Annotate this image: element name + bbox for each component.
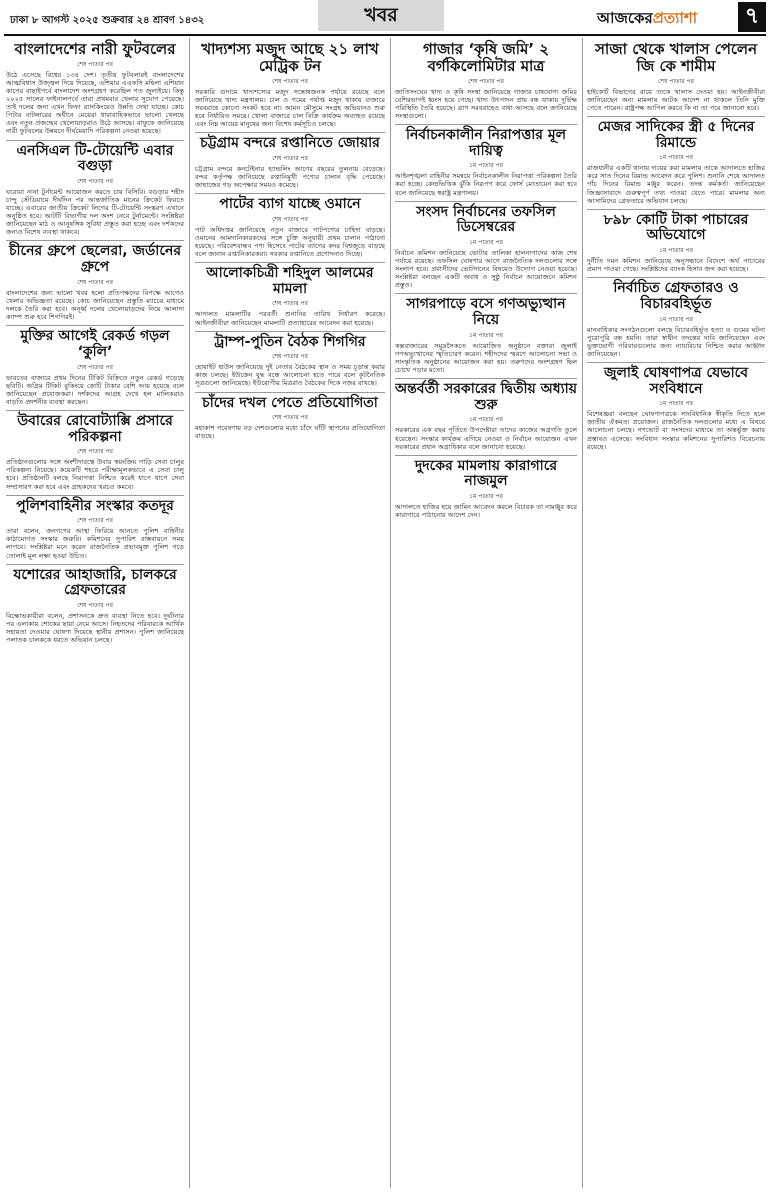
article-body: মানবাধিকার সংগঠনগুলো বলছে বিচারবহির্ভূত হত্যা ও গুমের ঘটনা পুরোপুরি বন্ধ হয়নি। তারা স্বাধীন তদন্তের দাবি জানিয়েছেন এবং ভুক্তভোগী পরিবারগুলোর জন্য ন্যায়বিচার নিশ্চিত করার আহ্বান জানিয়েছেন।	[587, 325, 765, 358]
article	[6, 140, 184, 237]
article	[395, 124, 577, 197]
article-divider	[6, 564, 184, 565]
article-divider	[195, 132, 385, 133]
article-headline: চট্টগ্রাম বন্দরে রপ্তানিতে জোয়ার	[200, 135, 380, 152]
article-headline: যশোরের আহাজারি, চালকরে গ্রেফতারের	[13, 566, 177, 599]
article-body: নির্বাচন কমিশন জানিয়েছে ভোটার তালিকা হালনাগাদের কাজ শেষ পর্যায়ে রয়েছে। তফসিল ঘোষণার আগে রাজনৈতিক দলগুলোর সঙ্গে সংলাপ হবে। প্রবাসীদের ভোটদানের বিষয়েও উদ্যোগ নেওয়া হয়েছে। সংশ্লিষ্টরা বলছেন একটি অবাধ ও সুষ্ঠু নির্বাচন আয়োজনে কমিশন প্রস্তুত।	[395, 248, 577, 290]
article	[395, 378, 577, 451]
article-body: চট্টগ্রাম বন্দরে কনটেইনার হ্যান্ডলিং আগের বছরের তুলনায় বেড়েছে। বন্দর কর্তৃপক্ষ জানিয়েছে রপ্তানিমুখী পণ্যের চালান বৃদ্ধি পেয়েছে। জাহাজের গড় অপেক্ষার সময়ও কমেছে।	[195, 164, 385, 189]
column-divider	[390, 38, 391, 1188]
article-divider	[6, 140, 184, 141]
logo-text-a: আজকের	[597, 9, 653, 27]
article-divider	[395, 124, 577, 125]
article-divider	[587, 362, 765, 363]
article	[6, 325, 184, 406]
article	[195, 262, 385, 327]
continuation-label: শেষ পাতার পর	[272, 414, 308, 422]
continuation-label: ১ম পাতার পর	[659, 154, 693, 162]
article-body: বিক্ষোভকারীরা বলেন, প্রশাসনকে দ্রুত ব্যবস্থা নিতে হবে। দুর্ঘটনার পর এলাকায় শোকের ছায়া নেমে আসে। নিহতদের পরিবারকে আর্থিক সহায়তা দেওয়ার ঘোষণা দিয়েছে স্থানীয় প্রশাসন। পুলিশ জানিয়েছে পলাতক চালককে ধরতে অভিযান চলছে।	[6, 612, 184, 645]
continuation-label: শেষ পাতার পর	[77, 278, 113, 286]
article	[6, 41, 184, 136]
article-body: কক্সবাজারের সমুদ্রসৈকতে আয়োজিত অনুষ্ঠানে বক্তারা জুলাই গণঅভ্যুত্থানের স্মৃতিচারণ করেন। শহীদদের স্মরণে আলোচনা সভা ও সাংস্কৃতিক অনুষ্ঠানের আয়োজন করা হয়। তরুণদের অংশগ্রহণ ছিল চোখে পড়ার মতো।	[395, 341, 577, 375]
article	[395, 293, 577, 374]
column-divider	[189, 38, 190, 1188]
article-divider	[195, 262, 385, 263]
article-headline: সাজা থেকে খালাস পেলেন জি কে শামীম	[594, 40, 758, 75]
continuation-label: ১ম পাতার পর	[469, 416, 503, 424]
masthead	[0, 0, 770, 34]
article-headline: মেজর সাদিকের স্ত্রী ৫ দিনের রিমান্ডে	[597, 118, 755, 151]
article	[195, 193, 385, 258]
column-divider	[582, 38, 583, 1188]
article-divider	[395, 201, 577, 202]
article-body: আদালতে হাজির হয়ে জামিন আবেদন করলে বিচারক তা নামঞ্জুর করে কারাগারে পাঠানোর আদেশ দেন।	[395, 503, 577, 520]
article	[395, 455, 577, 520]
article-body: রাজধানীর একটি থানায় দায়ের করা মামলায় তাকে আদালতে হাজির করে সাত দিনের রিমান্ড আবেদন করে পুলিশ। শুনানি শেষে আদালত পাঁচ দিনের রিমান্ড মঞ্জুর করেন। তদন্ত কর্মকর্তা জানিয়েছেন জিজ্ঞাসাবাদে গুরুত্বপূর্ণ তথ্য পাওয়া যেতে পারে। মামলার অন্য আসামিদের গ্রেফতারে অভিযান চলছে।	[587, 164, 765, 205]
continuation-label: শেষ পাতার পর	[658, 77, 694, 85]
continuation-label: ১ম পাতার পর	[469, 162, 503, 170]
article-headline: এনসিএল টি-টোয়েন্টি এবার বগুড়া	[16, 142, 174, 175]
logo-text-b: প্রত্যাশা	[652, 9, 698, 27]
article-body: উঠে এসেছে বিশ্বের ১৩৪ দেশ। তৃতীয় ফুটবলারই বাংলাদেশের আত্মবিশ্বাস উজ্জ্বল দিয়ে দিয়েছে, এশিয়ার এএফসি মহিলা এশিয়ান কাপের বাছাইপর্বে বাংলাদেশ অংশগ্রহণ করেছিল গত জুলাইয়ে। কিন্তু ২০২৫ সালের ফাইনালপর্বে তারা প্রথমবার খেলার সুযোগ পেয়েছে। তাই দলের জন্য এখন ফিফা র‍্যাংকিংয়েও উন্নতি দেখা যাচ্ছে। কোচ পিটার বাটলারের অধীনে মেয়েরা ধারাবাহিকভাবে ভালো খেলছে এবং নতুন প্রজন্মের খেলোয়াড়রাও উঠে আসছে। বাফুফে জানিয়েছে নারী ফুটবলের উন্নয়নে দীর্ঘমেয়াদি পরিকল্পনা নেওয়া হয়েছে।	[6, 70, 184, 136]
article	[195, 331, 385, 388]
article	[6, 410, 184, 491]
article-headline: আলোকচিত্রী শহিদুল আলমের মামলা	[206, 265, 374, 297]
article	[6, 495, 184, 560]
page-number: ৭	[738, 2, 766, 32]
column-2	[195, 38, 385, 1188]
article-divider	[587, 116, 765, 117]
continuation-label: শেষ পাতার পর	[77, 60, 113, 68]
article	[587, 362, 765, 451]
article-headline: অন্তর্বর্তী সরকারের দ্বিতীয় অধ্যায় শুরু	[395, 381, 577, 413]
continuation-label: ১ম পাতার পর	[469, 238, 503, 246]
continuation-label: শেষ পাতার পর	[77, 177, 113, 185]
article-divider	[195, 331, 385, 332]
continuation-label: শেষ পাতার পর	[77, 363, 113, 371]
article-headline: সাগরপাড়ে বসে গণঅভ্যুত্থান নিয়ে	[406, 296, 566, 329]
article	[195, 41, 385, 128]
article-headline: নির্বাচনকালীন নিরাপত্তার মূল দায়িত্ব	[405, 126, 567, 159]
article-divider	[587, 277, 765, 278]
article	[395, 201, 577, 290]
article-headline: ৮৯৮ কোটি টাকা পাচারের অভিযোগে	[603, 211, 749, 244]
article-body: জাতিসংঘের খাদ্য ও কৃষি সংস্থা জানিয়েছে গাজার চাষযোগ্য জমির বেশিরভাগই ধ্বংস হয়ে গেছে। খাদ্য উৎপাদন প্রায় বন্ধ থাকায় দুর্ভিক্ষ পরিস্থিতি তৈরি হয়েছে। ত্রাণ সরবরাহেও বাধা আসছে বলে জানিয়েছে সংস্থাগুলো।	[395, 87, 577, 120]
article-body: সরকারের এক বছর পূর্তিতে উপদেষ্টারা তাদের কাজের অগ্রগতি তুলে ধরেছেন। সংস্কার কার্যক্রম এগিয়ে নেওয়া ও নির্বাচন আয়োজন এখন সরকারের প্রধান অগ্রাধিকার বলে জানানো হয়েছে।	[395, 426, 577, 451]
article-headline: জুলাই ঘোষণাপত্র যেভাবে সংবিধানে	[603, 364, 749, 397]
article-headline: পাটের ব্যাগ যাচ্ছে ওমানে	[219, 196, 361, 213]
article-divider	[195, 193, 385, 194]
article	[587, 41, 765, 112]
article-headline: চীনের গ্রুপে ছেলেরা, জর্ডানের গ্রুপে	[8, 243, 182, 276]
article-body: আদালত মামলাটির পরবর্তী শুনানির তারিখ নির্ধারণ করেছে। আইনজীবীরা জানিয়েছেন মামলাটি প্রত্যাহারের আবেদন করা হয়েছে।	[195, 310, 385, 327]
article-body: মহাকাশ গবেষণায় বড় দেশগুলোর মধ্যে চাঁদে ঘাঁটি স্থাপনের প্রতিযোগিতা বাড়ছে।	[195, 424, 385, 441]
article-body: ভারতের বাজারে প্রথম দিনের টিকিট বিক্রিতে নতুন রেকর্ড গড়েছে ছবিটি। অগ্রিম টিকিট বুকিংয়ে কোটি টাকার বেশি আয় হয়েছে বলে জানিয়েছেন প্রযোজকরা। দর্শকদের আগ্রহ দেখে হল মালিকরাও বাড়তি প্রদর্শনীর ব্যবস্থা করছেন।	[6, 373, 184, 406]
column-3	[395, 38, 577, 1188]
article	[6, 240, 184, 321]
article-divider	[6, 495, 184, 496]
continuation-label: ১ম পাতার পর	[469, 331, 503, 339]
article-divider	[6, 325, 184, 326]
article-divider	[395, 455, 577, 456]
article-divider	[395, 293, 577, 294]
article-divider	[6, 240, 184, 241]
continuation-label: শেষ পাতার পর	[468, 77, 504, 85]
continuation-label: শেষ পাতার পর	[272, 353, 308, 361]
article-headline: সংসদ নির্বাচনের তফসিল ডিসেম্বরের	[416, 203, 556, 236]
article-headline: দুদকের মামলায় কারাগারে নাজমুল	[414, 457, 558, 490]
article-body: বিশেষজ্ঞরা বলছেন ঘোষণাপত্রকে সাংবিধানিক স্বীকৃতি দিতে হলে জাতীয় ঐকমত্য প্রয়োজন। রাজনৈতিক দলগুলোর মধ্যে এ বিষয়ে আলোচনা চলছে। গণভোট বা সংসদের মাধ্যমে তা অন্তর্ভুক্ত করার প্রস্তাবও এসেছে। সংবিধান সংস্কার কমিশনের সুপারিশও বিবেচনায় রয়েছে।	[587, 410, 765, 451]
article-body: আইনশৃঙ্খলা বাহিনীর সমন্বয়ে নির্বাচনকালীন নিরাপত্তা পরিকল্পনা তৈরি করা হচ্ছে। কেন্দ্রভিত্তিক ঝুঁকি নিরূপণ করে ফোর্স মোতায়েন করা হবে বলে জানিয়েছে স্বরাষ্ট্র মন্ত্রণালয়।	[395, 172, 577, 197]
continuation-label: ১ম পাতার পর	[659, 315, 693, 323]
article	[195, 392, 385, 441]
article	[395, 41, 577, 120]
masthead-rule	[4, 34, 766, 36]
continuation-label: শেষ পাতার পর	[77, 448, 113, 456]
article-body: হোয়াইট হাউস জানিয়েছে দুই নেতার বৈঠকের স্থান ও সময় চূড়ান্ত করার কাজ চলছে। ইউক্রেন যুদ্ধ বন্ধে আলোচনা হতে পারে বলে কূটনৈতিক সূত্রগুলো জানিয়েছে। ইউরোপীয় মিত্ররাও বৈঠকের দিকে নজর রাখছে।	[195, 363, 385, 388]
continuation-label: ১ম পাতার পর	[469, 493, 503, 501]
continuation-label: ১ম পাতার পর	[659, 247, 693, 255]
article-body: পাট অধিদপ্তর জানিয়েছে নতুন বাজারে পাটপণ্যের চাহিদা বাড়ছে। ওমানের আমদানিকারকদের সঙ্গে চুক্তি অনুযায়ী প্রথম চালান পাঠানো হয়েছে। পরিবেশবান্ধব পণ্য হিসেবে পাটের ব্যাগের কদর বিশ্বজুড়ে বাড়ছে বলে জানান রপ্তানিকারকরা। সরকার রপ্তানিতে প্রণোদনাও দিচ্ছে।	[195, 225, 385, 258]
continuation-label: শেষ পাতার পর	[77, 602, 113, 609]
article	[587, 209, 765, 274]
article	[195, 132, 385, 189]
article-headline: ট্রাম্প-পুতিন বৈঠক শিগগির	[214, 333, 366, 350]
article-body: প্রতিষ্ঠানগুলোর সঙ্গে অংশীদারত্বে উবার স্বয়ংক্রিয় গাড়ি সেবা চালুর পরিকল্পনা নিয়েছে। কয়েকটি শহরে পরীক্ষামূলকভাবে এ সেবা চালু হবে। প্রতিষ্ঠানটি বলছে নিরাপত্তা নিশ্চিত করেই ধাপে ধাপে সেবা সম্প্রসারণ করা হবে এবং গ্রাহকদের খরচও কমবে।	[6, 458, 184, 491]
column-4	[587, 38, 765, 1188]
column-1	[6, 38, 184, 1188]
continuation-label: শেষ পাতার পর	[272, 300, 308, 308]
article-body: সরকারি গুদামে খাদ্যশস্যের মজুদ সন্তোষজনক পর্যায়ে রয়েছে বলে জানিয়েছে খাদ্য মন্ত্রণালয়। চাল ও গমের পর্যাপ্ত মজুদ থাকায় বাজারে সরবরাহে কোনো সংকট হবে না। আমন মৌসুমে সংগ্রহ অভিযানও শুরু হবে নির্ধারিত সময়ে। খোলা বাজারে চাল বিক্রি কার্যক্রম অব্যাহত রয়েছে এবং নিম্ন আয়ের মানুষের জন্য বিশেষ কর্মসূচিও চলছে।	[195, 87, 385, 128]
continuation-label: শেষ পাতার পর	[77, 517, 113, 525]
newspaper-logo	[597, 7, 697, 32]
article-divider	[195, 392, 385, 393]
article	[587, 277, 765, 358]
article-body: বাংলাদেশের জন্য ভালো খবর হলো প্রতিপক্ষদের বিপক্ষে আগেও খেলার অভিজ্ঞতা রয়েছে। কোচ জানিয়েছেন প্রস্তুতি ম্যাচের মাধ্যমে দলকে তৈরি করা হবে। অনূর্ধ্ব দলের খেলোয়াড়দের নিয়ে আলাদা ক্যাম্প শুরু হবে শিগগিরই।	[6, 288, 184, 322]
article-headline: পুলিশবাহিনীর সংস্কার কতদূর	[16, 497, 174, 514]
article-headline: উবারের রোবোট্যাক্সি প্রসারে পরিকল্পনা	[17, 412, 173, 445]
article-headline: খাদ্যশস্য মজুদ আছে ২১ লাখ মেট্রিক টন	[201, 40, 379, 75]
article-headline: গাজার ‘কৃষি জমি’ ২ বর্গকিলোমিটার মাত্র	[422, 40, 550, 75]
article-body: তারা বলেন, জনগণের আস্থা ফিরিয়ে আনতে পুলিশ বাহিনীর কাঠামোগত সংস্কার জরুরি। কমিশনের সুপারিশ বাস্তবায়নে সময় লাগবে। সংশ্লিষ্টরা মনে করেন রাজনৈতিক প্রভাবমুক্ত পুলিশ গড়ে তোলাই মূল লক্ষ্য হওয়া উচিত।	[6, 527, 184, 560]
article	[587, 116, 765, 205]
continuation-label: শেষ পাতার পর	[272, 215, 308, 223]
article-headline: চাঁদের দখল পেতে প্রতিযোগিতা	[202, 394, 378, 411]
section-title: খবর	[318, 0, 444, 31]
continuation-label: শেষ পাতার পর	[272, 77, 308, 85]
article-headline: নির্বাচিত গ্রেফতারও ও বিচারবহির্ভূত	[613, 280, 739, 312]
dateline: ঢাকা ৮ আগস্ট ২০২৫ শুক্রবার ২৪ শ্রাবণ ১৪৩২	[10, 15, 205, 26]
continuation-label: ১ম পাতার পর	[659, 400, 693, 408]
article-divider	[587, 209, 765, 210]
article-headline: বাংলাদেশের নারী ফুটবলের	[14, 40, 176, 58]
continuation-label: শেষ পাতার পর	[272, 154, 308, 162]
article-divider	[6, 410, 184, 411]
article-headline: মুক্তির আগেই রেকর্ড গড়ল ‘কুলি’	[20, 328, 170, 360]
article-body: হাইকোর্ট বিভাগের রায়ে তাকে খালাস দেওয়া হয়। আইনজীবীরা জানিয়েছেন অন্য মামলায় আটক আদেশ না থাকলে তিনি মুক্তি পেতে পারেন। রাষ্ট্রপক্ষ আপিল করবে কি না তা পরে জানানো হবে।	[587, 87, 765, 112]
article-body: ঘরোয়া নানা টুর্নামেন্ট আয়োজন করতে চায় বিসিবি। বগুড়ার শহীদ চান্দু স্টেডিয়ামে দীর্ঘদিন পর আন্তর্জাতিক মানের ক্রিকেট ফিরতে যাচ্ছে। এবারের জাতীয় ক্রিকেট লিগের টি-টোয়েন্টি সংস্করণ এখানে অনুষ্ঠিত হবে। আটটি বিভাগীয় দল অংশ নেবে টুর্নামেন্টে। সংশ্লিষ্টরা জানিয়েছেন মাঠ ও আনুষঙ্গিক সুবিধা প্রস্তুত করা হচ্ছে এবং দর্শকদের জন্যও বিশেষ ব্যবস্থা থাকবে।	[6, 187, 184, 237]
article-body: দুর্নীতি দমন কমিশন জানিয়েছে অনুসন্ধানে বিদেশে অর্থ পাচারের প্রমাণ পাওয়া গেছে। সংশ্লিষ্টদের ব্যাংক হিসাব জব্দ করা হয়েছে।	[587, 257, 765, 274]
article-divider	[395, 378, 577, 379]
article	[6, 564, 184, 645]
